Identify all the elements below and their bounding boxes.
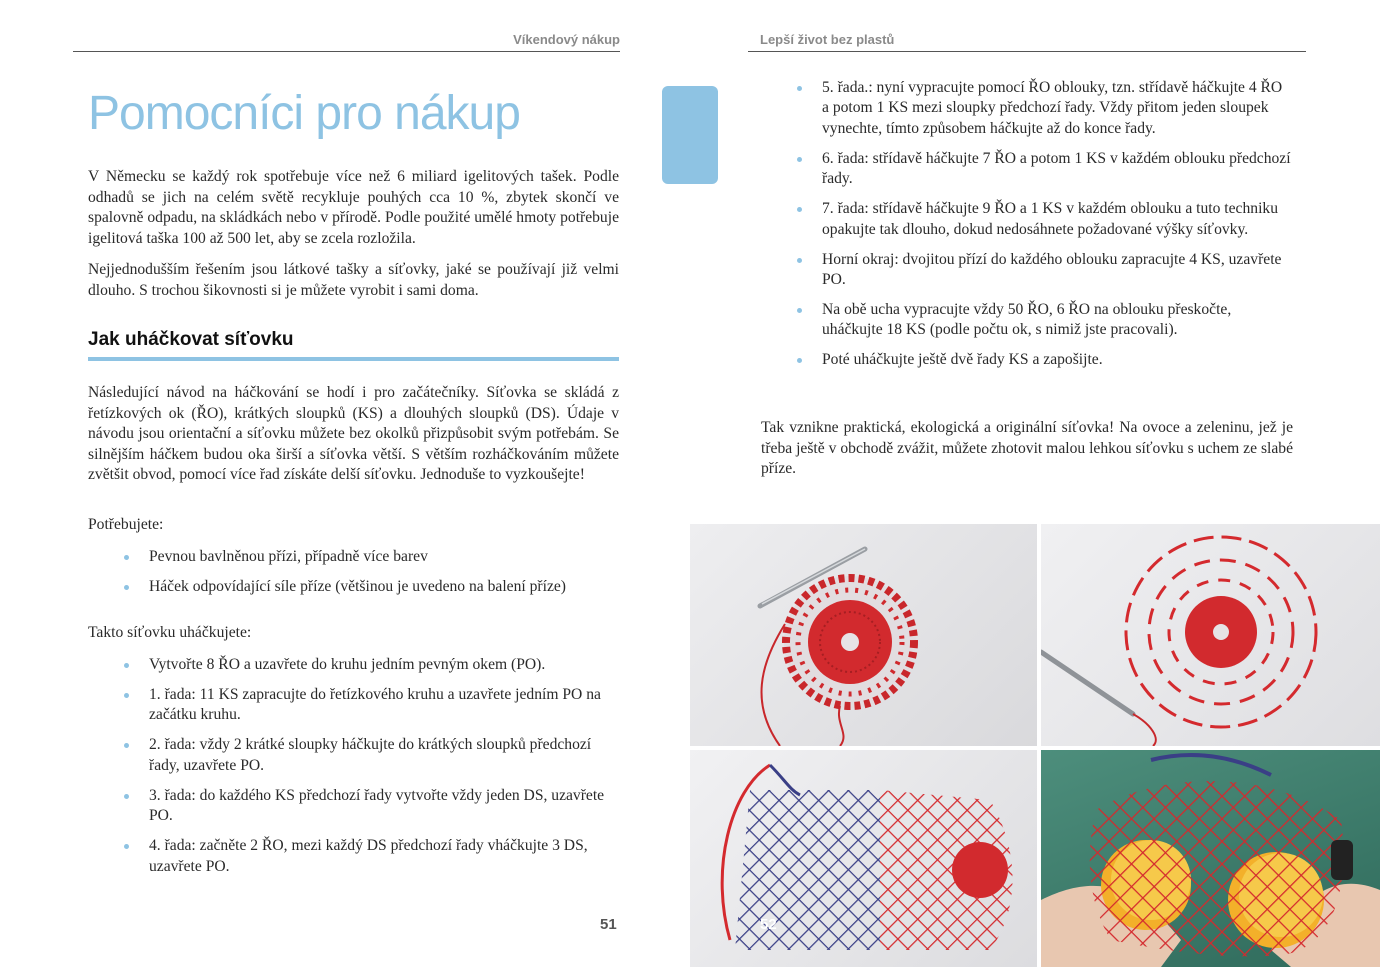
list-item: Háček odpovídající síle příze (většinou je uvedeno na balení příze): [124, 577, 619, 597]
page-number-left: 51: [600, 916, 617, 933]
photo-bag-with-fruit: [1041, 750, 1380, 967]
page-number-right: 52: [760, 916, 777, 933]
needs-label: Potřebujete:: [88, 516, 164, 533]
list-item: 1. řada: 11 KS zapracujte do řetízkového kruhu a uzavřete jedním PO na začátku kruhu.: [124, 685, 609, 726]
closing-paragraph: Tak vznikne praktická, ekologická a originální síťovka! Na ovoce a zeleninu, jež je třeba ještě v obchodě zvážit, můžete zhotovit malou lehkou síťovku s uchem ze slabé příze.: [761, 419, 1293, 478]
finished-bag-illustration: [690, 750, 1037, 967]
list-item: 3. řada: do každého KS předchozí řady vytvořte vždy jeden DS, uzavřete PO.: [124, 786, 609, 827]
crochet-round-illustration: [690, 524, 1037, 746]
photo-crochet-net-spread: [1041, 524, 1380, 746]
list-item: 2. řada: vždy 2 krátké sloupky háčkujte do krátkých sloupků předchozí řady, uzavřete PO.: [124, 735, 609, 776]
bag-with-fruit-illustration: [1041, 750, 1380, 967]
steps-list-left: [124, 655, 609, 887]
section-paragraph: Následující návod na háčkování se hodí i pro začátečníky. Síťovka se skládá z řetízkových ok (ŘO), krátkých sloupků (KS) a dlouhých sloupků (DS). Údaje v návodu jsou orientační a síťovku můžete bez okolků přizpůsobit svým potřebám. Se silnějším háčkem budou oka širší a síťovka větší. S větším rozháčkováním můžete zvětšit obvod, pomocí více řad získáte delší síťovku. Jednoduše to vyzkoušejte!: [88, 384, 619, 484]
list-item: 7. řada: střídavě háčkujte 9 ŘO a 1 KS v každém oblouku a tuto techniku opakujte tak dlouho, dokud nedosáhnete požadované výšky síťovky.: [797, 199, 1292, 240]
list-item: 4. řada: začněte 2 ŘO, mezi každý DS předchozí řady vháčkujte 3 DS, uzavřete PO.: [124, 836, 609, 877]
steps-label: Takto síťovku uháčkujete:: [88, 624, 252, 641]
bullet-icon: [797, 157, 802, 162]
photo-crochet-round: [690, 524, 1037, 746]
intro-paragraph-1: V Německu se každý rok spotřebuje více než 6 miliard igelitových tašek. Podle odhadů se jich na celém světě recykluje pouhých cca 10 %, zbytek skončí ve spalovně odpadu, na skládkách nebo v přírodě. Podle použité umělé hmoty potřebuje igelitová taška 100 až 500 let, aby se zcela rozložila.: [88, 168, 619, 247]
running-head-right: Lepší život bez plastů: [748, 32, 1306, 52]
list-item: Pevnou bavlněnou přízi, případně více barev: [124, 547, 619, 567]
section-heading: Jak uháčkovat síťovku: [88, 329, 294, 350]
list-item: Vytvořte 8 ŘO a uzavřete do kruhu jedním pevným okem (PO).: [124, 655, 609, 675]
bullet-icon: [124, 794, 129, 799]
list-item: Horní okraj: dvojitou přízí do každého oblouku zapracujte 4 KS, uzavřete PO.: [797, 250, 1292, 291]
chapter-tab-marker: [662, 86, 718, 184]
crochet-net-illustration: [1041, 524, 1380, 746]
intro-paragraph-2: Nejjednodušším řešením jsou látkové tašky a síťovky, jaké se používají již velmi dlouho. S trochou šikovnosti si je můžete vyrobit i sami doma.: [88, 261, 619, 299]
bullet-icon: [124, 693, 129, 698]
bullet-icon: [797, 207, 802, 212]
page-title: Pomocníci pro nákup: [88, 87, 520, 140]
bullet-icon: [124, 585, 129, 590]
running-head-left: Víkendový nákup: [73, 32, 620, 52]
list-item: 6. řada: střídavě háčkujte 7 ŘO a potom 1 KS v každém oblouku předchozí řady.: [797, 149, 1292, 190]
bullet-icon: [797, 258, 802, 263]
bullet-icon: [124, 555, 129, 560]
photo-finished-bag: [690, 750, 1037, 967]
bullet-icon: [124, 844, 129, 849]
list-item: Na obě ucha vypracujte vždy 50 ŘO, 6 ŘO na oblouku přeskočte, uháčkujte 18 KS (podle počtu ok, s nimiž jste pracovali).: [797, 300, 1292, 341]
list-item: Poté uháčkujte ještě dvě řady KS a zapošijte.: [797, 350, 1292, 370]
steps-list-right: [797, 78, 1292, 380]
needs-list: [124, 547, 619, 607]
bullet-icon: [124, 743, 129, 748]
list-item: 5. řada.: nyní vypracujte pomocí ŘO oblouky, tzn. střídavě háčkujte 4 ŘO a potom 1 KS mezi sloupky předchozí řady. Vždy přitom jeden sloupek vynechte, tímto způsobem háčkujte až do konce řady.: [797, 78, 1292, 139]
bullet-icon: [797, 308, 802, 313]
section-heading-rule: [88, 357, 619, 361]
bullet-icon: [797, 358, 802, 363]
bullet-icon: [124, 663, 129, 668]
bullet-icon: [797, 86, 802, 91]
